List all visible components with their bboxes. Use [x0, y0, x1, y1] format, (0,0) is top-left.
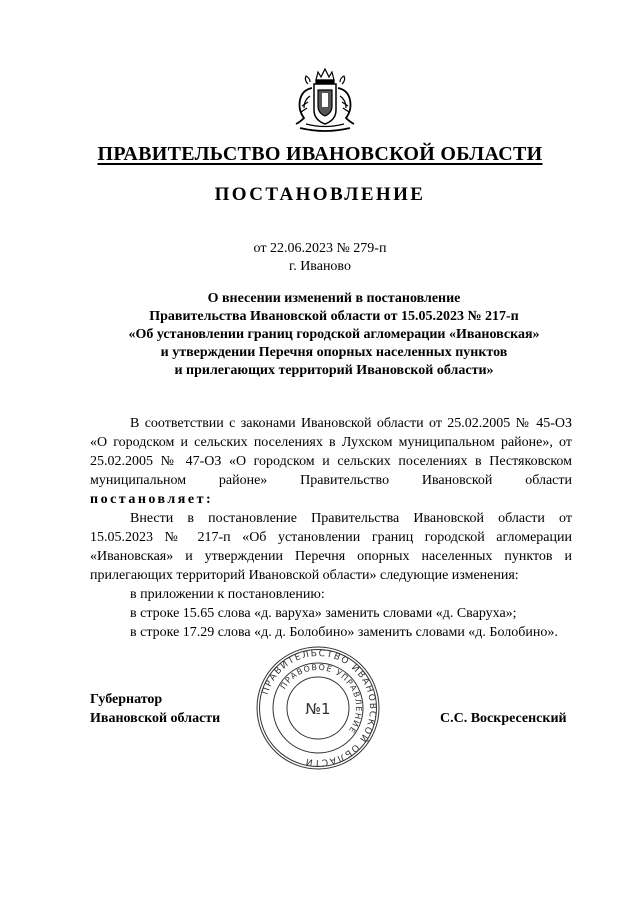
subject-line: и утверждении Перечня опорных населенных пунктов	[160, 345, 508, 360]
date-number: от 22.06.2023 № 279-п	[253, 241, 387, 256]
city: г. Иваново	[289, 259, 351, 274]
resolves-keyword: постановляет:	[90, 492, 214, 507]
svg-text:ПРАВОВОЕ УПРАВЛЕНИЕ: ПРАВОВОЕ УПРАВЛЕНИЕ	[278, 662, 364, 736]
ivanovo-coat-of-arms-icon	[288, 66, 362, 136]
paragraph: в строке 15.65 слова «д. варуха» заменить словами «д. Сваруха»;	[130, 606, 517, 621]
signatory-name: С.С. Воскресенский	[440, 711, 567, 726]
subject-line: и прилегающих территорий Ивановской области»	[174, 363, 494, 378]
organization-title: ПРАВИТЕЛЬСТВО ИВАНОВСКОЙ ОБЛАСТИ	[97, 143, 543, 165]
subject-line: «Об установлении границ городской агломерации «Ивановская»	[128, 327, 540, 342]
paragraph: Внести в постановление Правительства Ивановской области от 15.05.2023 № 217-п «Об установлении границ городской агломерации «Ивановская» и утверждении Перечня опорных населенных пунктов и прилегающих территорий Ивановской области» следующие изменения:	[90, 511, 572, 583]
document-type: ПОСТАНОВЛЕНИЕ	[214, 184, 426, 205]
paragraph-preamble: В соответствии с законами Ивановской области от 25.02.2005 № 45-ОЗ «О городском и сельских поселениях в Лухском муниципальном районе», от 25.02.2005 № 47-ОЗ «О городском и сельских поселениях в Пестяковском муниципальном районе» Правительство Ивановской области постановляет:	[90, 416, 572, 507]
paragraph: в приложении к постановлению:	[130, 587, 325, 602]
document-meta	[0, 240, 640, 276]
subject-line: Правительства Ивановской области от 15.05.2023 № 217-п	[149, 309, 519, 324]
signatory-position: Губернатор Ивановской области	[90, 692, 221, 726]
paragraph: в строке 17.29 слова «д. д. Болобино» заменить словами «д. Болобино».	[130, 625, 558, 640]
document-body	[90, 414, 572, 642]
svg-text:№1: №1	[305, 700, 331, 718]
document-subject	[80, 290, 588, 380]
svg-text:ПРАВИТЕЛЬСТВО ИВАНОВСКОЙ ОБЛАС: ПРАВИТЕЛЬСТВО ИВАНОВСКОЙ ОБЛАСТИ	[260, 648, 378, 768]
subject-line: О внесении изменений в постановление	[207, 291, 461, 306]
official-stamp-icon	[255, 645, 381, 771]
